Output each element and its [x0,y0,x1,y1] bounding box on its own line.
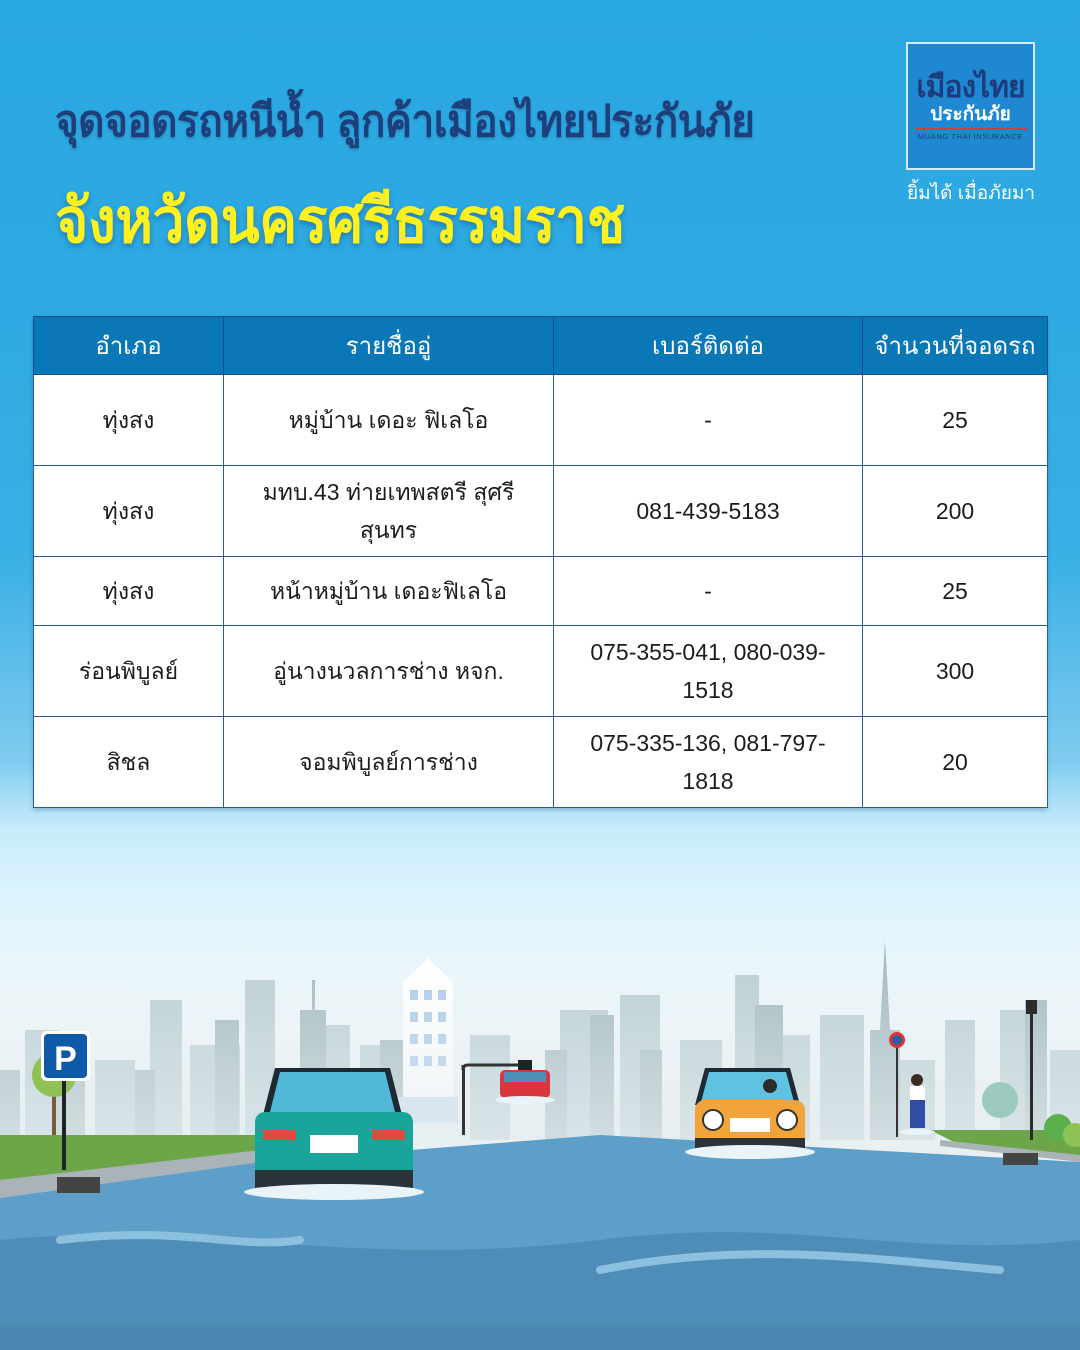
cell-garage: หมู่บ้าน เดอะ ฟิเลโอ [224,375,554,466]
cell-garage: จอมพิบูลย์การช่าง [224,717,554,808]
muang-thai-logo [906,42,1035,170]
logo-divider [915,128,1027,130]
logo-thai-line1: เมืองไทย [916,70,1025,104]
cell-phone: - [554,375,863,466]
storm-drain [1003,1153,1038,1165]
table-row [34,626,1048,717]
cell-district: ทุ่งสง [34,557,224,626]
table-header-row [34,317,1048,375]
logo-tagline: ยิ้มได้ เมื่อภัยมา [906,183,1036,204]
table-row [34,717,1048,808]
column-header-phone: เบอร์ติดต่อ [554,317,863,375]
cell-district: ร่อนพิบูลย์ [34,626,224,717]
cell-district: สิชล [34,717,224,808]
cell-phone: - [554,557,863,626]
logo-thai-line2: ประกันภัย [930,103,1011,125]
page-title: จุดจอดรถหนีน้ำ ลูกค้าเมืองไทยประกันภัย [55,97,755,146]
logo-english: MUANG THAI INSURANCE [917,131,1024,141]
cell-spaces: 20 [863,717,1048,808]
cell-garage: อู่นางนวลการช่าง หจก. [224,626,554,717]
table-row [34,375,1048,466]
parking-table [33,316,1047,808]
cell-district: ทุ่งสง [34,375,224,466]
column-header-garage: รายชื่ออู่ [224,317,554,375]
table-row [34,466,1048,557]
table-row [34,557,1048,626]
province-title: จังหวัดนครศรีธรรมราช [55,187,625,256]
column-header-district: อำเภอ [34,317,224,375]
cell-phone: 081-439-5183 [554,466,863,557]
cell-phone: 075-335-136, 081-797-1818 [554,717,863,808]
cell-district: ทุ่งสง [34,466,224,557]
cell-phone: 075-355-041, 080-039-1518 [554,626,863,717]
red-car-icon [495,1070,555,1104]
cell-garage: มทบ.43 ท่ายเทพสตรี สุศรี สุนทร [224,466,554,557]
cell-spaces: 300 [863,626,1048,717]
cell-spaces: 25 [863,375,1048,466]
cell-spaces: 25 [863,557,1048,626]
svg-text:P: P [54,1040,77,1078]
cell-garage: หน้าหมู่บ้าน เดอะฟิเลโอ [224,557,554,626]
flood-illustration [0,940,1080,1350]
cell-spaces: 200 [863,466,1048,557]
column-header-spaces: จำนวนที่จอดรถ [863,317,1048,375]
storm-drain [57,1177,100,1193]
